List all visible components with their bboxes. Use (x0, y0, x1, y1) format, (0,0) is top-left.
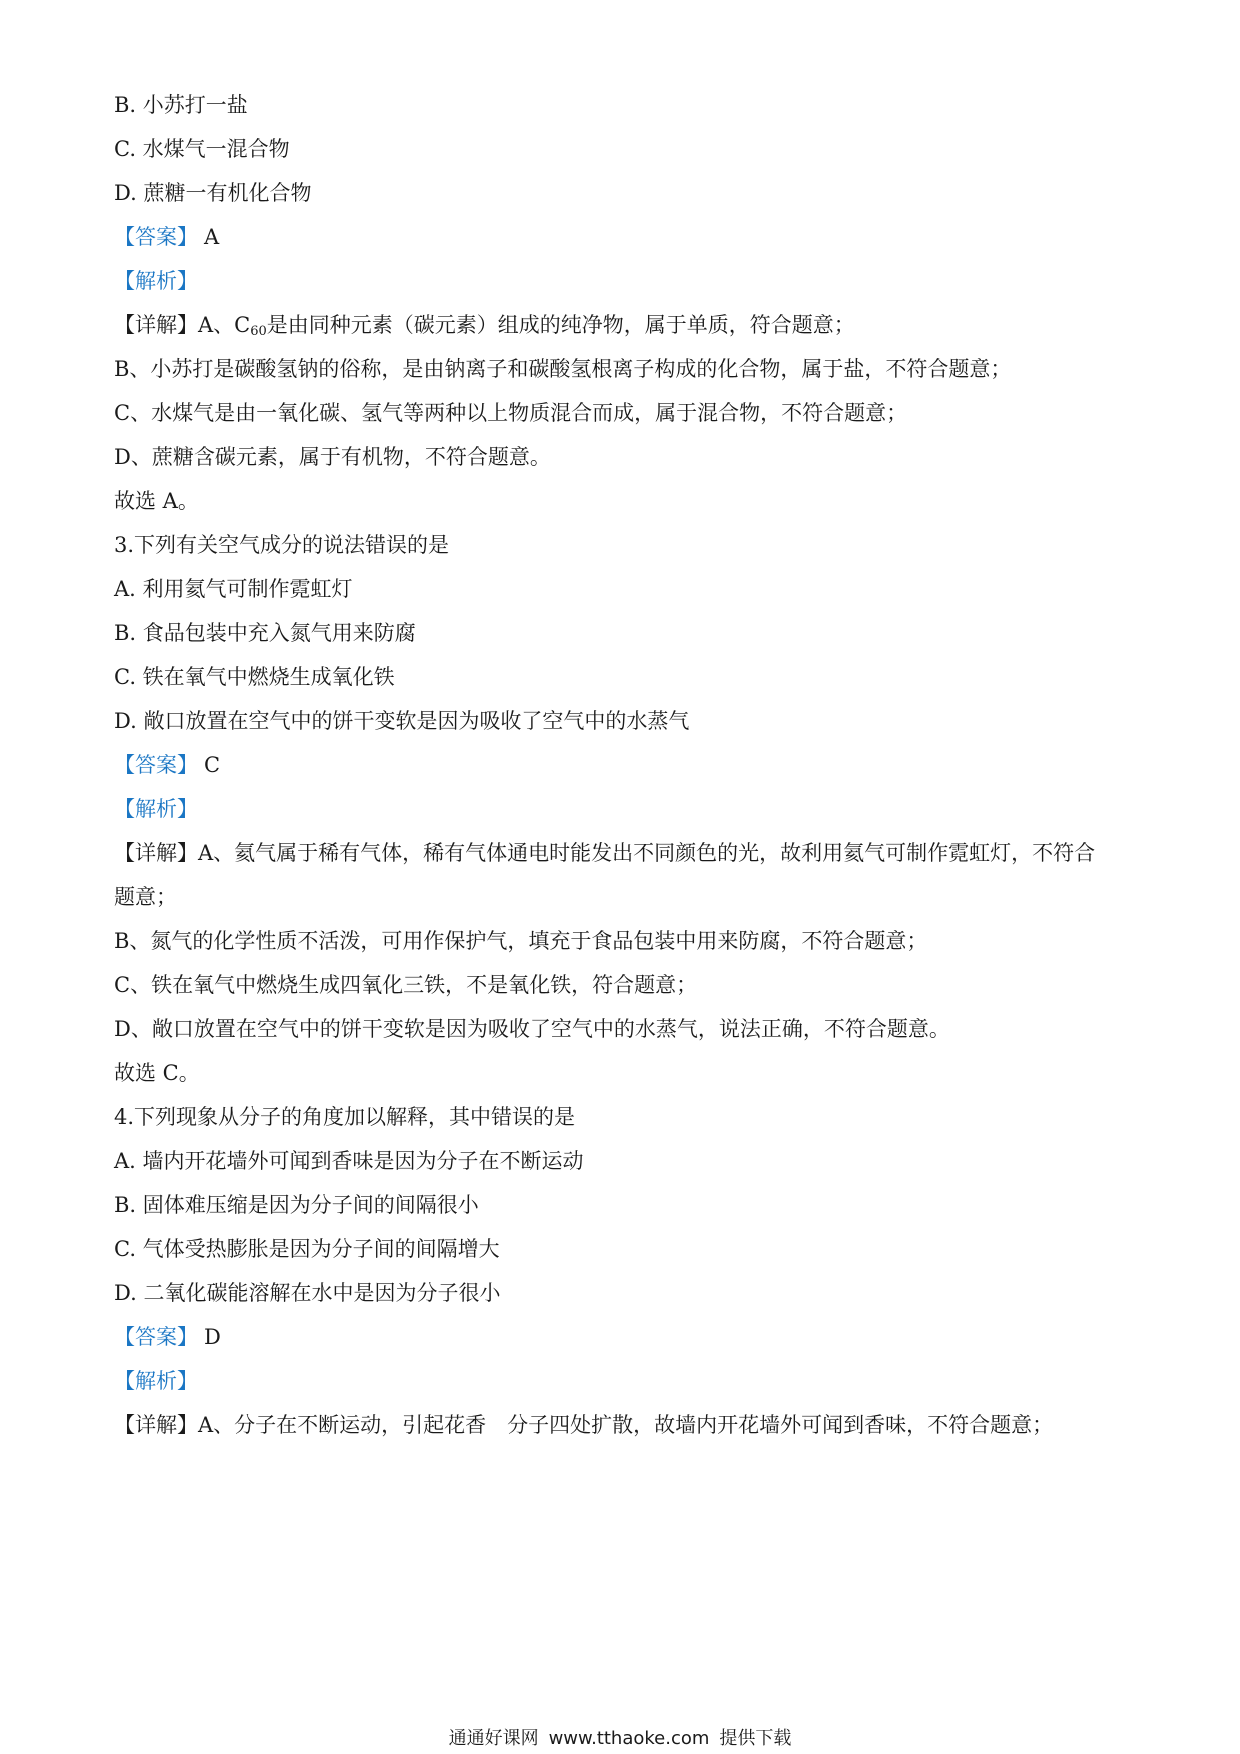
q2-detail-d: D、蔗糖含碳元素，属于有机物，不符合题意。 (114, 445, 551, 469)
q4-detail-a (114, 1410, 1128, 1440)
q4-analysis-label: 【解析】 (114, 1369, 198, 1393)
q3-detail-b: B、氮气的化学性质不活泼，可用作保护气，填充于食品包装中用来防腐，不符合题意； (114, 929, 928, 953)
q3-option-b: B. 食品包装中充入氮气用来防腐 (114, 621, 416, 645)
q3-option-a: A. 利用氦气可制作霓虹灯 (114, 577, 353, 601)
detail-label: 【详解】 (114, 1413, 198, 1437)
q3-stem: 3.下列有关空气成分的说法错误的是 (114, 533, 450, 557)
footer-url: www.tthaoke.com (548, 1728, 710, 1749)
detail-a-text: A、氦气属于稀有气体，稀有气体通电时能发出不同颜色的光，故利用氦气可制作霓虹灯，不符合 (198, 841, 1096, 865)
answer-value: D (204, 1325, 221, 1349)
q2-option-d: D. 蔗糖一有机化合物 (114, 181, 312, 205)
c60-subscript: 60 (250, 324, 267, 339)
q2-detail-a (114, 310, 1128, 347)
detail-label: 【详解】 (114, 313, 198, 337)
q4-option-a: A. 墙内开花墙外可闻到香味是因为分子在不断运动 (114, 1149, 584, 1173)
q2-option-b: B. 小苏打一盐 (114, 93, 248, 117)
footer-site: 通通好课网 (448, 1728, 539, 1749)
detail-a-text: A、分子在不断运动，引起花香 分子四处扩散，故墙内开花墙外可闻到香味，不符合题意； (198, 1413, 1054, 1437)
page-footer (0, 1726, 1240, 1752)
q3-conclusion: 故选 C。 (114, 1061, 200, 1085)
q3-detail-d: D、敞口放置在空气中的饼干变软是因为吸收了空气中的水蒸气，说法正确，不符合题意。 (114, 1017, 950, 1041)
q3-detail-c: C、铁在氧气中燃烧生成四氧化三铁，不是氧化铁，符合题意； (114, 973, 698, 997)
detail-a-post: 是由同种元素（碳元素）组成的纯净物，属于单质，符合题意； (266, 313, 855, 337)
q2-answer (114, 222, 1128, 252)
q4-option-c: C. 气体受热膨胀是因为分子间的间隔增大 (114, 1237, 500, 1261)
answer-value: A (204, 225, 220, 249)
q3-answer (114, 750, 1128, 780)
q3-option-d: D. 敞口放置在空气中的饼干变软是因为吸收了空气中的水蒸气 (114, 709, 690, 733)
q3-detail-a (114, 838, 1128, 868)
q4-option-d: D. 二氧化碳能溶解在水中是因为分子很小 (114, 1281, 501, 1305)
detail-label: 【详解】 (114, 841, 198, 865)
q4-answer (114, 1322, 1128, 1352)
answer-label: 【答案】 (114, 225, 198, 249)
q3-option-c: C. 铁在氧气中燃烧生成氧化铁 (114, 665, 395, 689)
q2-detail-c: C、水煤气是由一氧化碳、氢气等两种以上物质混合而成，属于混合物，不符合题意； (114, 401, 908, 425)
q2-option-c: C. 水煤气一混合物 (114, 137, 290, 161)
answer-value: C (204, 753, 221, 777)
q2-analysis-label: 【解析】 (114, 269, 198, 293)
answer-label: 【答案】 (114, 753, 198, 777)
q2-detail-b: B、小苏打是碳酸氢钠的俗称，是由钠离子和碳酸氢根离子构成的化合物，属于盐，不符合题意； (114, 357, 1012, 381)
q3-analysis-label: 【解析】 (114, 797, 198, 821)
q4-stem: 4.下列现象从分子的角度加以解释，其中错误的是 (114, 1105, 576, 1129)
q4-option-b: B. 固体难压缩是因为分子间的间隔很小 (114, 1193, 479, 1217)
detail-a-pre: A、C (198, 313, 251, 337)
q3-detail-a-cont: 题意； (114, 885, 177, 909)
q2-conclusion: 故选 A。 (114, 489, 199, 513)
footer-suffix: 提供下载 (719, 1728, 792, 1749)
answer-label: 【答案】 (114, 1325, 198, 1349)
